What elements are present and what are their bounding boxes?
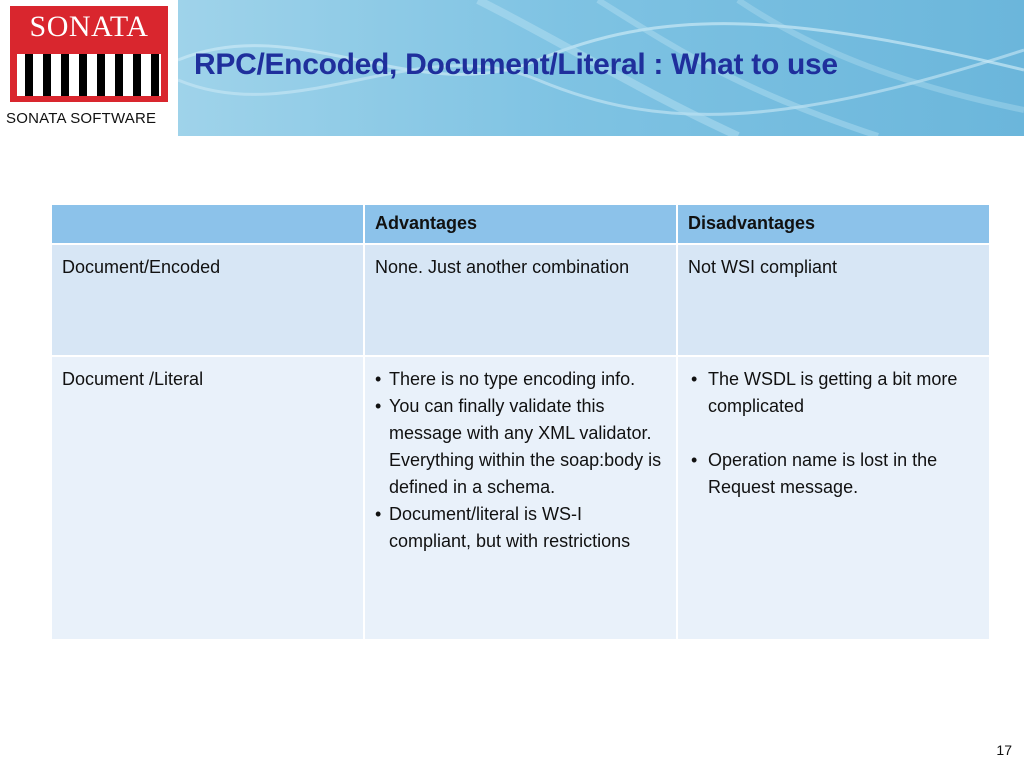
- logo-red-block: [10, 6, 168, 102]
- disadvantages-list: [688, 366, 979, 501]
- sonata-logo: [0, 0, 178, 136]
- table-row: [51, 244, 990, 356]
- list-item: • The WSDL is getting a bit more complicated: [688, 366, 979, 420]
- table-header-row: [51, 204, 990, 244]
- row-label-cell: Document /Literal: [51, 356, 364, 640]
- comparison-table: [51, 204, 990, 640]
- table-row: [51, 356, 990, 640]
- advantages-list: [375, 366, 666, 555]
- list-item: • You can finally validate this message with any XML validator. Everything within the soap:body is defined in a schema.: [375, 393, 666, 501]
- page-title: RPC/Encoded, Document/Literal : What to use: [194, 48, 838, 81]
- list-item: • Document/literal is WS-I compliant, but with restrictions: [375, 501, 666, 555]
- header-cell-empty: [51, 204, 364, 244]
- disadvantages-cell: [677, 356, 990, 640]
- row-label-cell: Document/Encoded: [51, 244, 364, 356]
- piano-keys-graphic: [17, 54, 161, 96]
- logo-company-name: SONATA SOFTWARE: [6, 110, 157, 127]
- disadvantages-cell: Not WSI compliant: [677, 244, 990, 356]
- logo-wordmark: SONATA: [29, 10, 149, 43]
- list-item: • There is no type encoding info.: [375, 366, 666, 393]
- advantages-cell: None. Just another combination: [364, 244, 677, 356]
- page-number: 17: [996, 742, 1012, 758]
- header-cell-disadvantages: Disadvantages: [677, 204, 990, 244]
- list-item: • Operation name is lost in the Request message.: [688, 447, 979, 501]
- header-cell-advantages: Advantages: [364, 204, 677, 244]
- advantages-cell: [364, 356, 677, 640]
